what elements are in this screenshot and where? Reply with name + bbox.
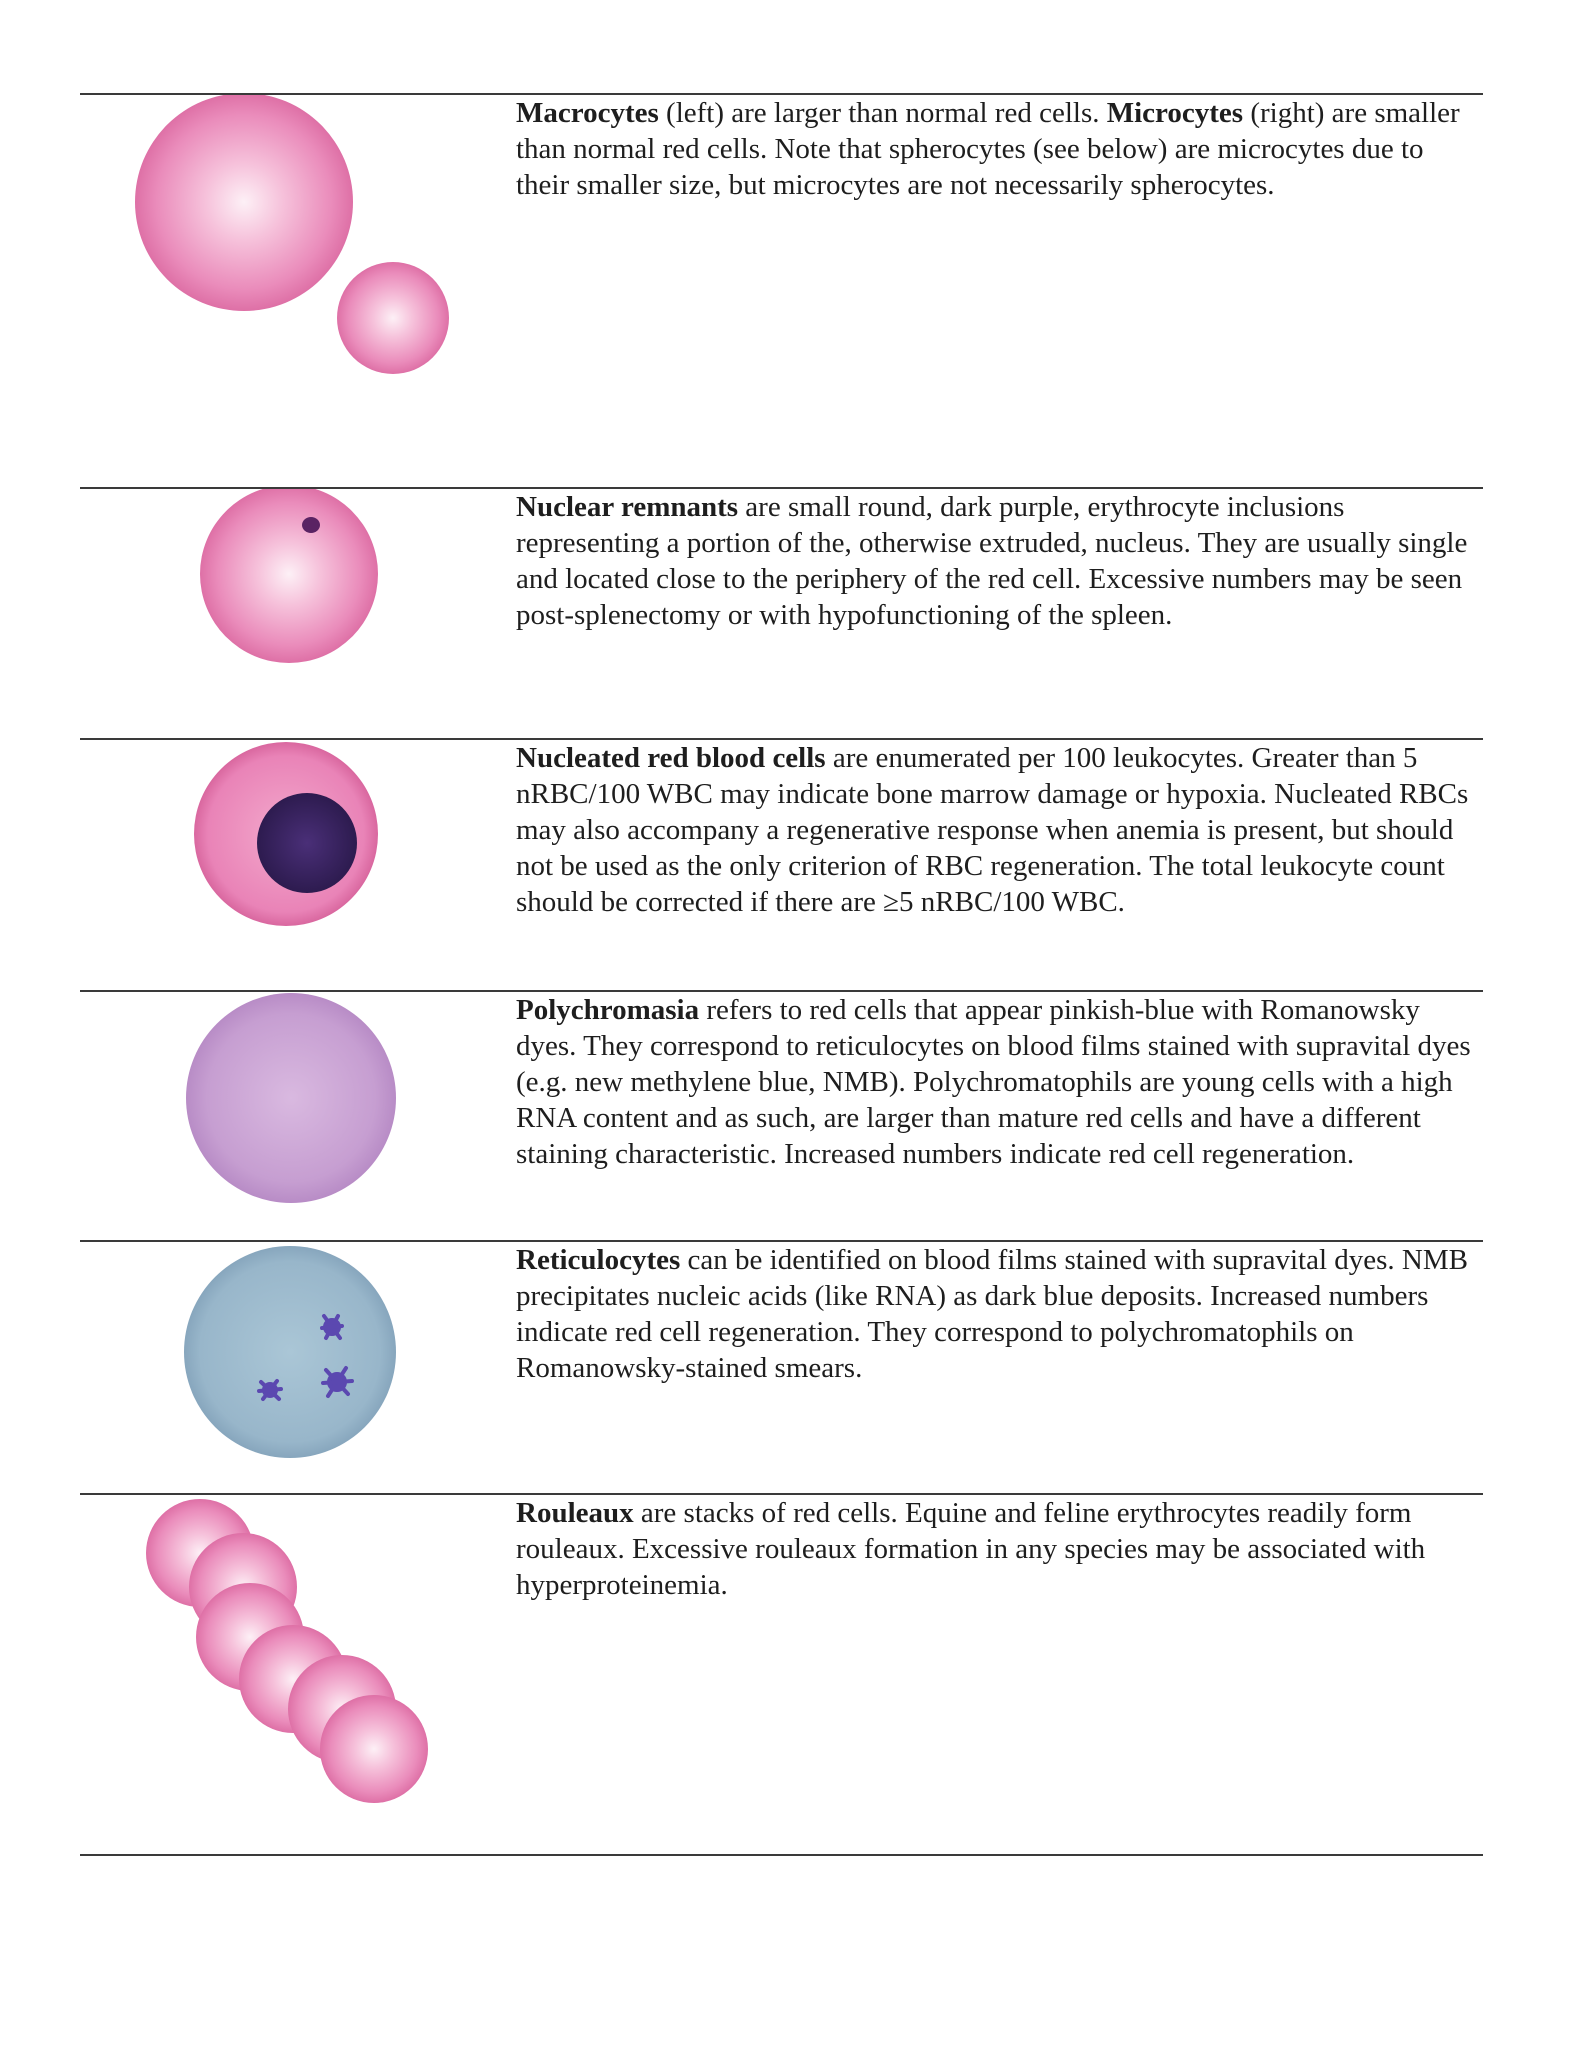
table-row bbox=[80, 738, 1483, 992]
polychromatophil-cell bbox=[186, 993, 396, 1203]
red-cell bbox=[200, 489, 378, 663]
table-row bbox=[80, 990, 1483, 1242]
macrocyte-cell bbox=[135, 95, 353, 311]
reticulocyte-cell bbox=[184, 1246, 396, 1458]
table-row bbox=[80, 1493, 1483, 1856]
description-text: Nucleated red blood cells are enumerated per 100 leukocytes. Greater than 5 nRBC/100 WBC may indicate bone marrow damage or hypoxia. Nucleated RBCs may also accompany a regenerative response when anemia is present, but should not be used as the only criterion of RBC regeneration. The total leukocyte count should be corrected if there are ≥5 nRBC/100 WBC. bbox=[516, 742, 1469, 918]
figure-reticulocyte bbox=[80, 1242, 510, 1495]
figure-rouleaux bbox=[80, 1495, 510, 1854]
nucleus bbox=[257, 793, 357, 893]
figure-macrocyte-microcyte bbox=[80, 95, 510, 489]
description-text: Reticulocytes can be identified on blood films stained with supravital dyes. NMB precipitates nucleic acids (like RNA) as dark blue deposits. Increased numbers indicate red cell regeneration. They correspond to polychromatophils on Romanowsky-stained smears. bbox=[516, 1244, 1468, 1384]
microcyte-cell bbox=[337, 262, 449, 374]
description-text: Rouleaux are stacks of red cells. Equine and feline erythrocytes readily form rouleaux. Excessive rouleaux formation in any species may be associated with hyperproteinemia. bbox=[516, 1497, 1426, 1601]
description-text: Nuclear remnants are small round, dark purple, erythrocyte inclusions representing a portion of the, otherwise extruded, nucleus. They are usually single and located close to the periphery of the red cell. Excessive numbers may be seen post-splenectomy or with hypofunctioning of the spleen. bbox=[516, 491, 1468, 631]
nuclear-remnant-dot bbox=[302, 517, 320, 533]
table-row bbox=[80, 1240, 1483, 1495]
figure-nuclear-remnant bbox=[80, 489, 510, 740]
table-row bbox=[80, 93, 1483, 489]
table-row bbox=[80, 487, 1483, 740]
red-cell bbox=[320, 1695, 428, 1803]
description-text: Polychromasia refers to red cells that appear pinkish-blue with Romanowsky dyes. They correspond to reticulocytes on blood films stained with supravital dyes (e.g. new methylene blue, NMB). Polychromatophils are young cells with a high RNA content and as such, are larger than mature red cells and have a different staining characteristic. Increased numbers indicate red cell regeneration. bbox=[516, 994, 1471, 1170]
figure-polychromatophil bbox=[80, 992, 510, 1242]
figure-nucleated-rbc bbox=[80, 740, 510, 992]
description-text: Macrocytes (left) are larger than normal red cells. Microcytes (right) are smaller than normal red cells. Note that spherocytes (see below) are microcytes due to their smaller size, but microcytes are not necessarily spherocytes. bbox=[516, 97, 1460, 201]
